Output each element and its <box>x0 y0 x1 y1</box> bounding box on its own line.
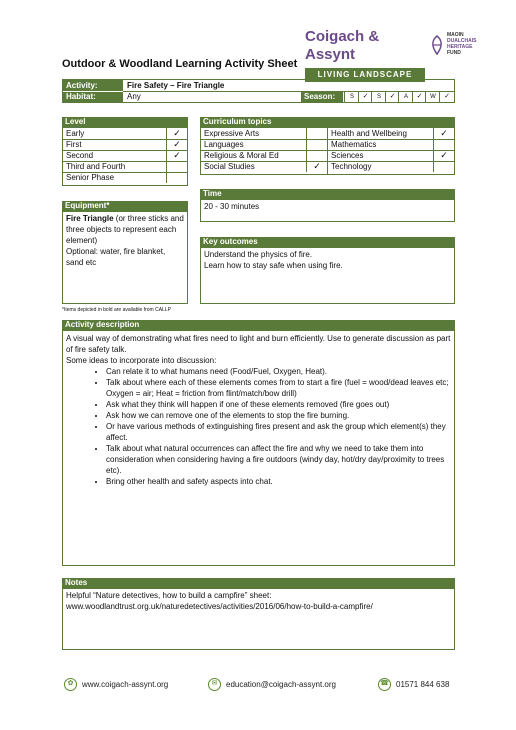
curriculum-label: Technology <box>331 162 372 171</box>
time-value: 20 - 30 minutes <box>204 202 260 211</box>
check-icon: ✓ <box>444 93 450 100</box>
season-cell <box>344 92 359 102</box>
curriculum-label: Expressive Arts <box>204 129 260 138</box>
logo-main-text: Coigach & Assynt <box>305 28 380 63</box>
footer-website[interactable] <box>64 678 168 692</box>
description-list <box>66 366 451 487</box>
habitat-value: Any <box>127 92 141 101</box>
notes-heading: Notes <box>62 578 455 588</box>
description-box <box>62 330 455 566</box>
check-icon <box>166 161 187 172</box>
season-cell <box>398 92 413 102</box>
check-icon: ✓ <box>362 93 369 100</box>
notes-line: Helpful “Nature detectives, how to build a campfire” sheet: <box>66 591 272 600</box>
level-label: Third and Fourth <box>66 162 126 171</box>
check-icon: ✓ <box>166 128 187 139</box>
curriculum-label: Languages <box>204 140 244 149</box>
email-text: education@coigach-assynt.org <box>226 680 336 689</box>
curriculum-label: Social Studies <box>204 162 255 171</box>
check-icon <box>433 139 454 150</box>
level-table <box>62 127 188 186</box>
season-letter: S <box>349 94 354 100</box>
heritage-fund-logo <box>428 30 488 64</box>
time-box <box>200 199 455 222</box>
season-cell <box>371 92 386 102</box>
list-item: • Bring other health and safety aspects into chat. <box>106 476 451 487</box>
outcome-line: Learn how to stay safe when using fire. <box>204 261 343 270</box>
outcomes-heading: Key outcomes <box>200 237 455 247</box>
list-item: • Talk about what natural occurrences can affect the fire and why we need to take them into consideration when considering having a fire outdoors (windy day, hot/dry day/proximity to trees etc). <box>106 443 451 476</box>
check-icon <box>166 172 187 183</box>
coigach-assynt-logo <box>305 28 425 82</box>
season-letter: W <box>430 94 436 100</box>
fund-line-2: DUALCHAIS <box>447 38 477 44</box>
equipment-optional: Optional: water, fire blanket, sand etc <box>66 247 166 267</box>
level-label: Senior Phase <box>66 173 115 182</box>
season-tick <box>439 92 454 102</box>
check-icon <box>433 161 454 172</box>
outcome-line: Understand the physics of fire. <box>204 250 313 259</box>
check-icon: ✓ <box>433 128 454 139</box>
time-heading: Time <box>200 189 455 199</box>
check-icon <box>306 128 327 139</box>
curriculum-table <box>200 127 455 175</box>
activity-value: Fire Safety – Fire Triangle <box>127 81 225 90</box>
level-heading: Level <box>62 117 188 127</box>
check-icon: ✓ <box>166 150 187 161</box>
check-icon: ✓ <box>416 93 423 100</box>
season-grid <box>344 92 454 102</box>
equipment-text <box>66 213 184 246</box>
check-icon: ✓ <box>166 139 187 150</box>
email-icon: ✉ <box>208 678 221 691</box>
phone-text: 01571 844 638 <box>396 680 450 689</box>
equipment-box <box>62 211 188 304</box>
check-icon <box>306 150 327 161</box>
fund-line-4: FUND <box>447 50 461 56</box>
list-item: • Ask how we can remove one of the elements to stop the fire burning. <box>106 410 451 421</box>
check-icon <box>306 139 327 150</box>
check-icon: ✓ <box>389 93 396 100</box>
description-ideas: Some ideas to incorporate into discussion: <box>66 356 217 365</box>
phone-icon: ☎ <box>378 678 391 691</box>
notes-box <box>62 588 455 650</box>
season-label: Season: <box>301 92 343 102</box>
leaf-icon: ✿ <box>64 678 77 691</box>
website-text: www.coigach-assynt.org <box>82 680 169 689</box>
equipment-heading: Equipment* <box>62 201 188 211</box>
check-icon: ✓ <box>433 150 454 161</box>
page-title: Outdoor & Woodland Learning Activity Sheet <box>62 58 298 70</box>
habitat-label: Habitat: <box>66 92 96 101</box>
description-heading: Activity description <box>62 320 455 330</box>
list-item: • Or have various methods of extinguishing fires present and ask the group which element(s) they affect. <box>106 421 451 443</box>
list-item: • Ask what they think will happen if one of these elements removed (fire goes out) <box>106 399 451 410</box>
season-tick <box>412 92 426 102</box>
list-item: • Talk about where each of these elements comes from to start a fire (fuel = wood/dead leaves etc; Oxygen = air; Heat = friction from flint/match/bow drill) <box>106 377 451 399</box>
activity-label: Activity: <box>66 81 98 90</box>
equipment-footnote: *Items depicted in bold are available from CALLP <box>62 307 171 313</box>
season-cell <box>425 92 440 102</box>
outcomes-box <box>200 247 455 304</box>
fund-line-3: HERITAGE <box>447 44 473 50</box>
heritage-fund-icon <box>428 34 446 56</box>
season-tick <box>358 92 372 102</box>
curriculum-heading: Curriculum topics <box>200 117 455 127</box>
description-intro: A visual way of demonstrating what fires need to light and burn efficiently. Use to generate discussion as part of fire safety talk. <box>66 334 451 354</box>
level-label: Second <box>66 151 94 160</box>
curriculum-label: Religious & Moral Ed <box>204 151 279 160</box>
logo-banner: LIVING LANDSCAPE <box>305 68 425 82</box>
season-letter: S <box>376 94 381 100</box>
curriculum-label: Health and Wellbeing <box>331 129 407 138</box>
equipment-bold: Fire Triangle <box>66 214 114 223</box>
footer-email[interactable] <box>208 678 336 692</box>
season-letter: A <box>403 94 408 100</box>
notes-link[interactable]: www.woodlandtrust.org.uk/naturedetectives/activities/2016/06/how-to-build-a-campfire/ <box>66 602 373 611</box>
fund-line-1: MAOIN <box>447 32 464 38</box>
season-tick <box>385 92 399 102</box>
list-item: • Can relate it to what humans need (Food/Fuel, Oxygen, Heat). <box>106 366 451 377</box>
activity-block <box>62 79 455 103</box>
footer-phone[interactable] <box>378 678 449 692</box>
curriculum-label: Sciences <box>331 151 364 160</box>
check-icon: ✓ <box>306 161 327 172</box>
curriculum-label: Mathematics <box>331 140 377 149</box>
level-label: Early <box>66 129 85 138</box>
level-label: First <box>66 140 82 149</box>
equipment-desc: (or three sticks and three objects to represent each element) <box>66 214 184 245</box>
